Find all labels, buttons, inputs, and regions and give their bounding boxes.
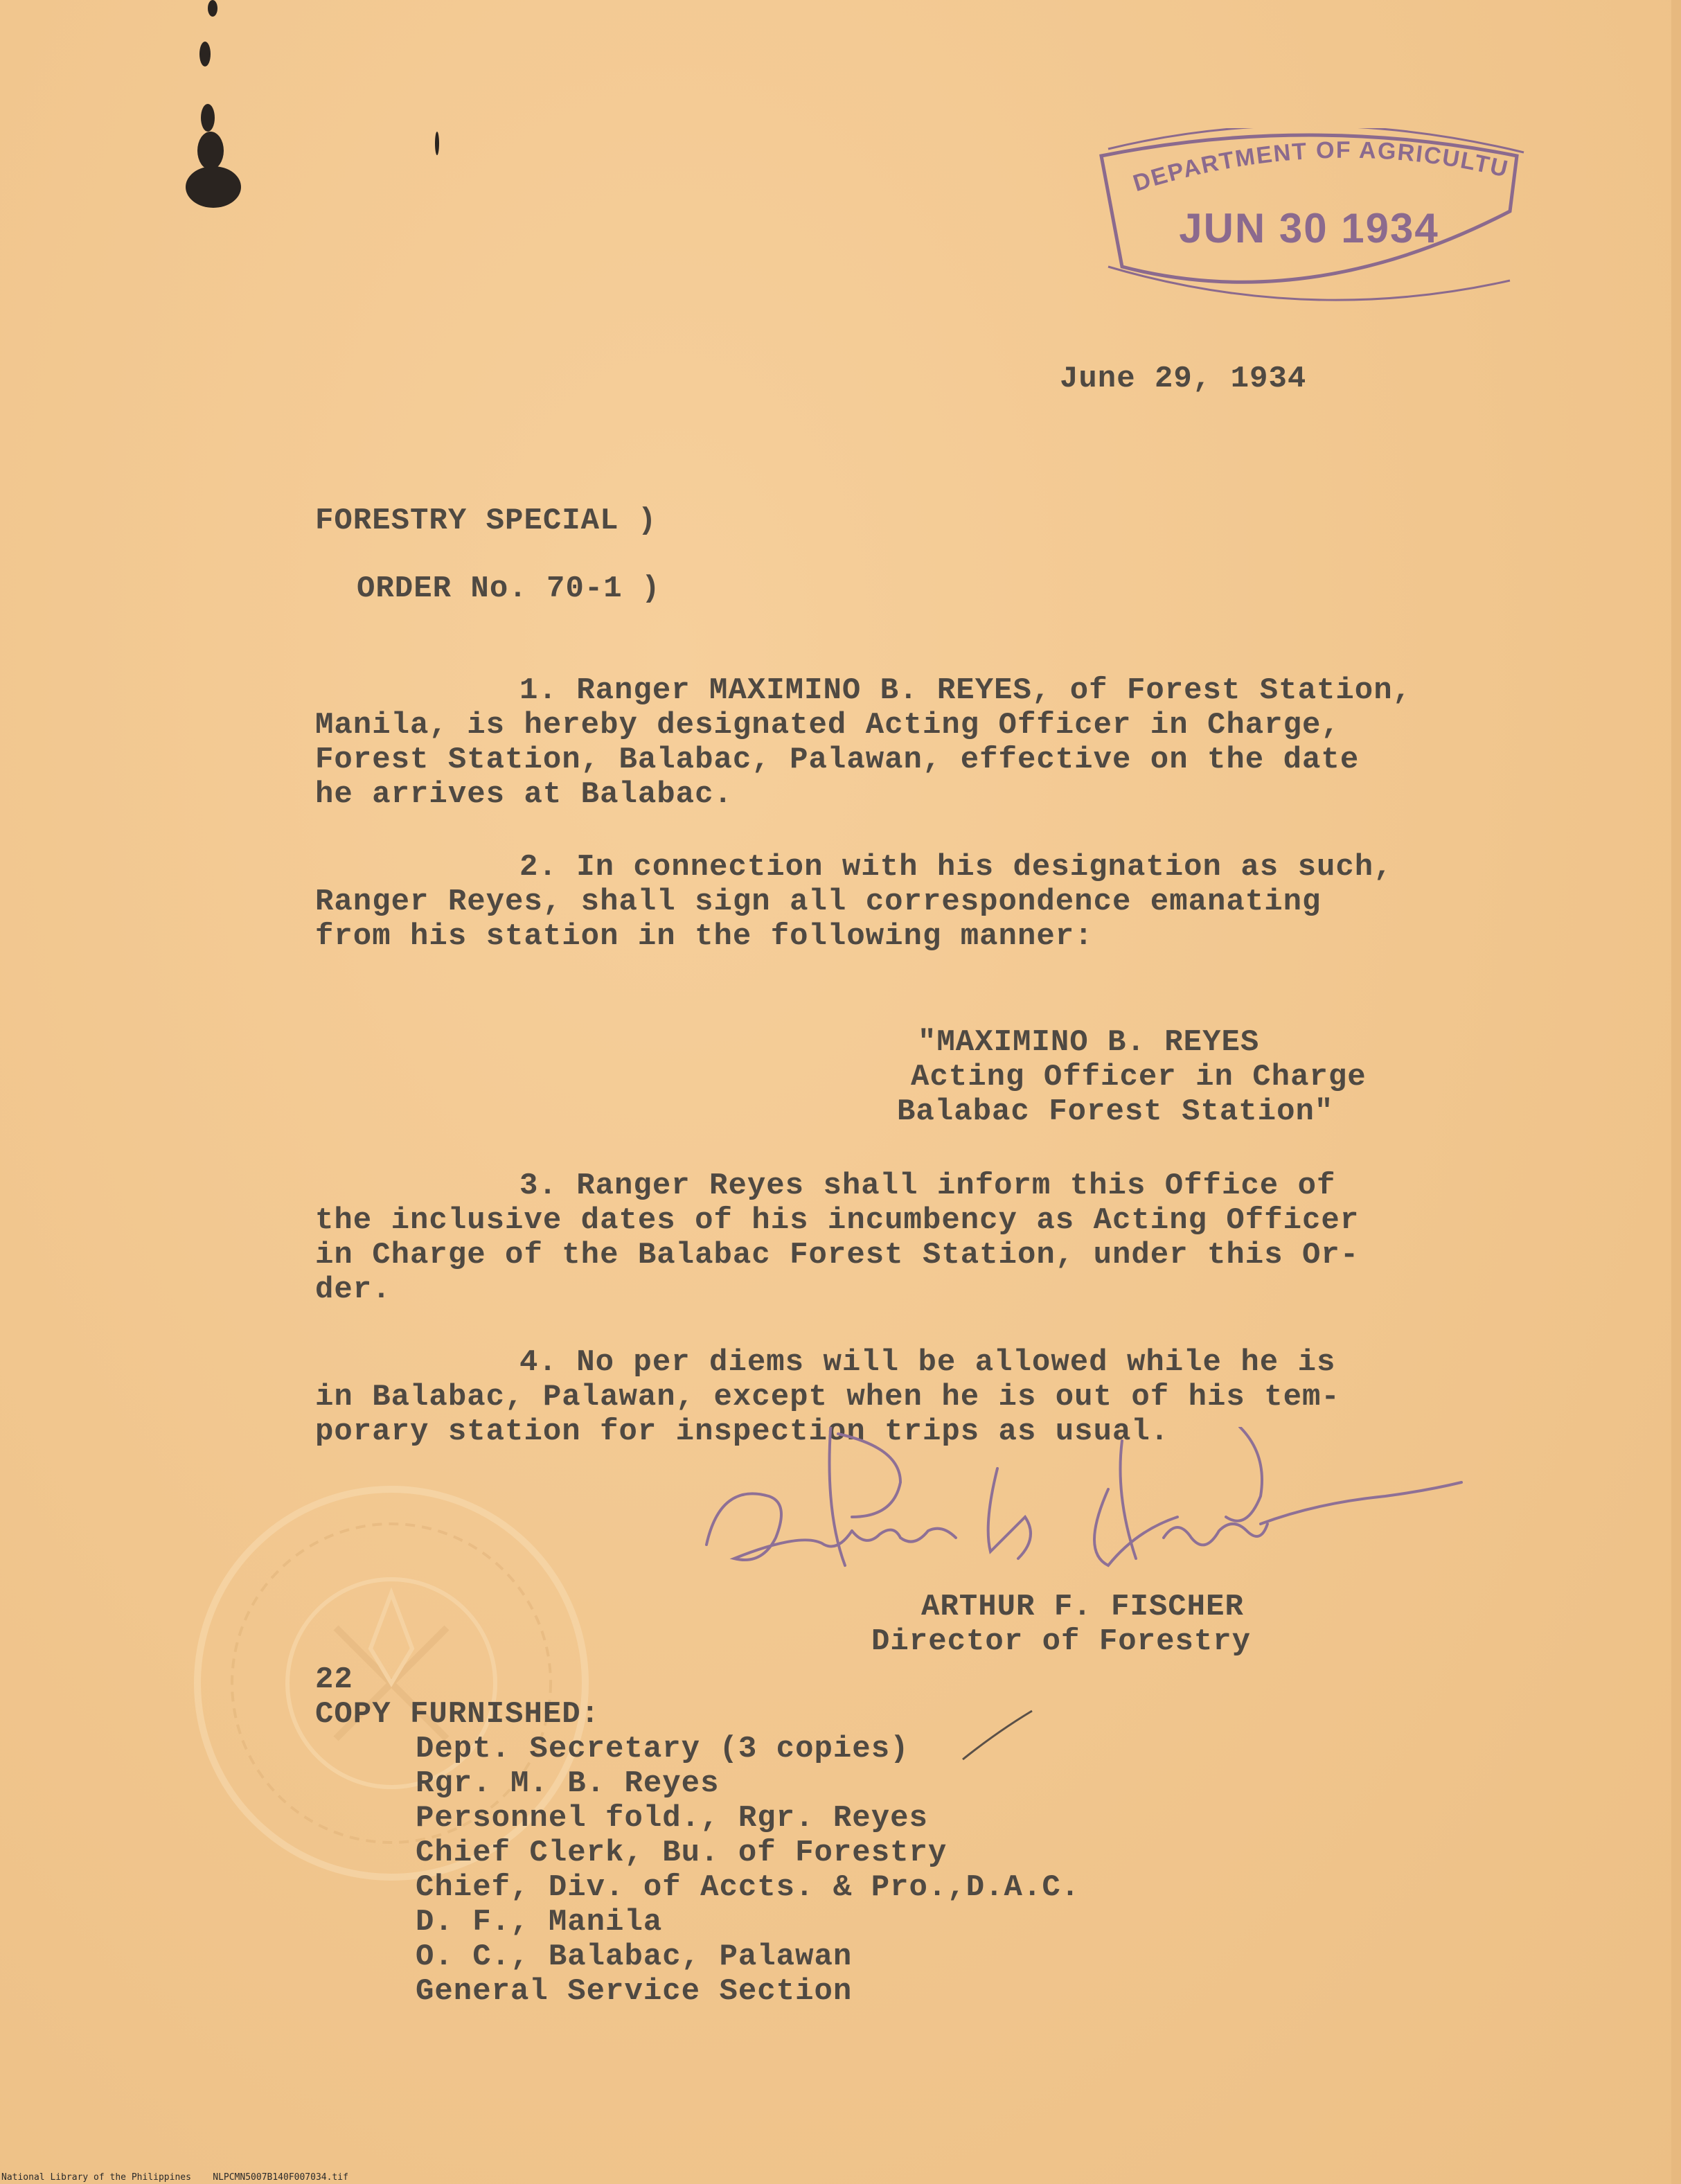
copy-recipient: O. C., Balabac, Palawan <box>416 1939 853 1974</box>
copy-recipient: Dept. Secretary (3 copies) <box>416 1732 909 1766</box>
paragraph-3-line: 3. Ranger Reyes shall inform this Office of <box>519 1169 1336 1203</box>
copy-recipient: Chief, Div. of Accts. & Pro.,D.A.C. <box>416 1870 1080 1905</box>
svg-text:DEPARTMENT OF AGRICULTURE <box>1080 128 1511 197</box>
signature-format-line: Acting Officer in Charge <box>911 1060 1367 1094</box>
letter-date: June 29, 1934 <box>1060 362 1307 396</box>
paragraph-3-line: the inclusive dates of his incumbency as Acting Officer <box>315 1203 1360 1238</box>
paragraph-3-line: in Charge of the Balabac Forest Station, under this Or- <box>315 1238 1360 1272</box>
order-heading-line1: FORESTRY SPECIAL ) <box>315 504 657 538</box>
typist-initials: 22 <box>315 1662 353 1697</box>
copy-recipient: D. F., Manila <box>416 1905 663 1939</box>
scan-footer <box>1 2172 348 2183</box>
paragraph-4-line: porary station for inspection trips as usual. <box>315 1414 1170 1449</box>
footer-library: National Library of the Philippines <box>1 2172 191 2183</box>
ink-blot <box>201 104 215 132</box>
copy-recipient: Chief Clerk, Bu. of Forestry <box>416 1836 948 1870</box>
ink-blot <box>435 132 439 155</box>
stamp-date: JUN 30 1934 <box>1179 205 1439 251</box>
paragraph-1-line: Manila, is hereby designated Acting Officer in Charge, <box>315 708 1340 743</box>
copy-recipient: General Service Section <box>416 1974 853 2009</box>
footer-file: NLPCMN5007B140F007034.tif <box>213 2172 348 2183</box>
signature-format-line: Balabac Forest Station" <box>897 1094 1334 1129</box>
paragraph-1-line: 1. Ranger MAXIMINO B. REYES, of Forest Station, <box>519 673 1412 708</box>
paragraph-1-line: he arrives at Balabac. <box>315 777 733 812</box>
page-edge <box>1671 0 1681 2184</box>
ink-blot <box>199 42 211 66</box>
stamp-agency-text: DEPARTMENT OF AGRICULTU <box>1130 136 1512 197</box>
copy-furnished-label: COPY FURNISHED: <box>315 1697 601 1732</box>
signatory-title: Director of Forestry <box>871 1624 1252 1659</box>
handwritten-signature <box>693 1427 1468 1600</box>
ink-blot <box>186 166 241 208</box>
signature-format-line: "MAXIMINO B. REYES <box>918 1025 1260 1060</box>
received-stamp <box>1080 128 1538 329</box>
paragraph-2-line: Ranger Reyes, shall sign all correspondence emanating <box>315 885 1322 919</box>
signatory-name: ARTHUR F. FISCHER <box>921 1590 1244 1624</box>
copy-recipient: Rgr. M. B. Reyes <box>416 1766 720 1801</box>
paragraph-1-line: Forest Station, Balabac, Palawan, effective on the date <box>315 743 1360 777</box>
paragraph-2-line: from his station in the following manner: <box>315 919 1094 954</box>
paragraph-4-line: 4. No per diems will be allowed while he is <box>519 1345 1336 1380</box>
order-heading-line2: ORDER No. 70-1 ) <box>357 571 661 606</box>
pencil-mark <box>956 1704 1039 1766</box>
ink-blot <box>197 132 224 170</box>
paragraph-3-line: der. <box>315 1272 391 1307</box>
copy-recipient: Personnel fold., Rgr. Reyes <box>416 1801 928 1836</box>
paragraph-4-line: in Balabac, Palawan, except when he is out of his tem- <box>315 1380 1340 1414</box>
paragraph-2-line: 2. In connection with his designation as such, <box>519 850 1393 885</box>
ink-blot <box>208 0 217 17</box>
